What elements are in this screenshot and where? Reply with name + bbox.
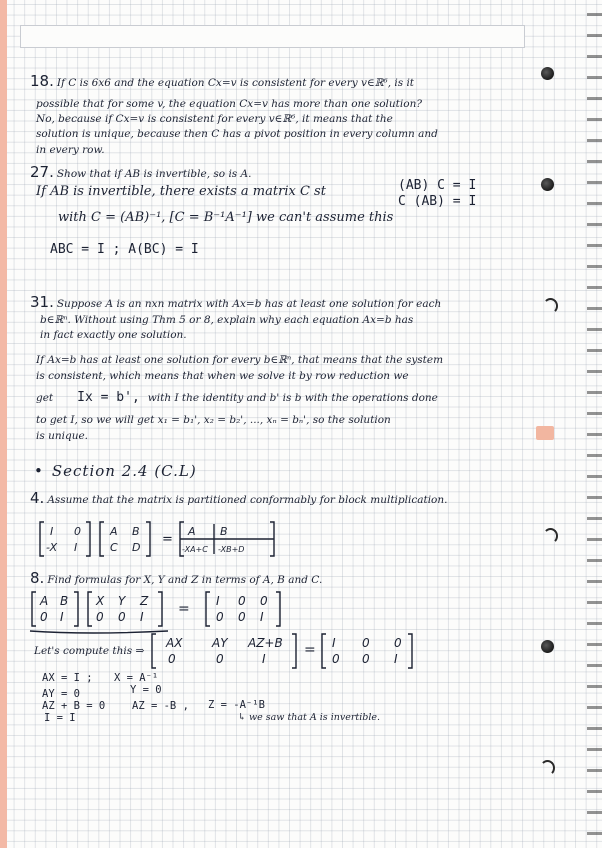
section-bullet: • — [34, 462, 44, 480]
q31-equation: Ix = b', — [77, 390, 140, 405]
q18-line3: No, because if Cx=v is consistent for every v∈ℝ⁶, it means that the — [36, 113, 393, 125]
q8-m2-entry: 0 — [118, 610, 126, 624]
q18-line5: in every row. — [36, 144, 105, 156]
q8-step4: I = I — [44, 712, 76, 724]
q8-p-entry: AX — [166, 636, 183, 650]
q4-m2-entry: B — [132, 525, 140, 538]
q8-m2-entry: Z — [140, 594, 149, 608]
q8-m4-entry: I — [332, 636, 336, 650]
q8-equals-2: = — [304, 642, 316, 658]
q8-m3-entry: I — [216, 594, 220, 608]
q8-m4-entry: 0 — [332, 652, 340, 666]
q4-m1-entry: -X — [46, 541, 58, 554]
q8-step2-a: AY = 0 — [42, 688, 80, 700]
q4-r2-entry: -XB+D — [218, 545, 245, 554]
q8-p-entry: 0 — [216, 652, 224, 666]
q8-m1-entry: B — [60, 594, 69, 608]
q31-line6 — [36, 391, 438, 405]
q8-m1-entry: 0 — [40, 610, 48, 624]
q4-text: Assume that the matrix is partitioned conformably for block multiplication. — [47, 494, 448, 506]
q8-p-entry: AZ+B — [248, 636, 283, 650]
q27-number: 27. — [30, 163, 54, 181]
q31-line5: is consistent, which means that when we solve it by row reduction we — [36, 370, 409, 382]
q8-m3-entry: I — [260, 610, 264, 624]
q8-m4-entry: I — [394, 652, 398, 666]
q8-step2-b: Y = 0 — [130, 684, 162, 696]
q4-matrix-equation — [38, 520, 298, 560]
q8-step1-a: AX = I ; — [42, 672, 93, 684]
q4-r2-entry: -XA+C — [182, 545, 208, 554]
q8-m2-entry: X — [96, 594, 105, 608]
q31-text-6b: with I the identity and b' is b with the operations done — [147, 392, 438, 404]
q4-r1-entry: A — [188, 525, 196, 538]
q8-line — [30, 571, 322, 587]
q4-number: 4. — [30, 489, 45, 507]
q31-number: 31. — [30, 293, 54, 311]
q8-m3-entry: 0 — [260, 594, 268, 608]
q4-m1-entry: 0 — [74, 525, 81, 538]
q8-m4-entry: 0 — [362, 636, 370, 650]
binder-ring-icon — [540, 760, 555, 776]
q4-m2-entry: A — [110, 525, 118, 538]
q18-text-1: If C is 6x6 and the equation Cx=v is consistent for every v∈ℝ⁶, is it — [56, 77, 415, 89]
q31-line8: is unique. — [36, 430, 89, 442]
binder-ring-icon — [543, 528, 558, 544]
q31-get: get — [36, 392, 54, 404]
header-box — [20, 25, 525, 48]
q8-m3-entry: 0 — [238, 610, 246, 624]
q8-equals: = — [178, 601, 190, 617]
q27-line3: with C = (AB)⁻¹, [C = B⁻¹A⁻¹] we can't assume this — [58, 210, 394, 225]
q8-step3-a: AZ + B = 0 — [42, 700, 106, 712]
q8-m1-entry: I — [60, 610, 64, 624]
q4-r1-entry: B — [220, 525, 228, 538]
section-heading — [34, 464, 197, 478]
q27-side-1: (AB) C = I — [398, 178, 477, 193]
q31-line3: in fact exactly one solution. — [40, 329, 187, 341]
q8-product-equation — [150, 632, 420, 672]
q8-m1-entry: A — [40, 594, 49, 608]
q8-number: 8. — [30, 569, 45, 587]
q8-text: Find formulas for X, Y and Z in terms of A, B and C. — [47, 574, 323, 586]
binder-ring-icon — [543, 298, 558, 314]
q8-m2-entry: I — [140, 610, 144, 624]
q8-m3-entry: 0 — [216, 610, 224, 624]
q4-line — [30, 491, 447, 507]
q31-line7: to get I, so we will get x₁ = b₁', x₂ = b₂', ..., xₙ = bₙ', so the solution — [36, 414, 391, 426]
q8-m4-entry: 0 — [362, 652, 370, 666]
binder-hole-icon — [541, 640, 554, 653]
binder-hole-icon — [541, 178, 554, 191]
q8-m2-entry: Y — [118, 594, 126, 608]
q4-equals: = — [162, 532, 173, 547]
q8-m2-entry: 0 — [96, 610, 104, 624]
q8-step3-c: Z = -A⁻¹B — [208, 699, 265, 711]
q18-line1 — [30, 74, 414, 90]
q31-line2: b∈ℝⁿ. Without using Thm 5 or 8, explain why each equation Ax=b has — [40, 314, 414, 326]
q4-m1-entry: I — [74, 541, 78, 554]
q8-compute-label: Let's compute this ⇒ — [34, 645, 145, 657]
q8-step3-b: AZ = -B , — [132, 700, 189, 712]
q8-step1-b: X = A⁻¹ — [114, 672, 159, 684]
q31-line4: If Ax=b has at least one solution for every b∈ℝⁿ, that means that the system — [36, 354, 444, 366]
binder-hole-icon — [541, 67, 554, 80]
q18-number: 18. — [30, 72, 54, 90]
q8-matrix-equation — [30, 590, 310, 630]
q27-line2: If AB is invertible, there exists a matrix C st — [36, 184, 326, 199]
q18-line2: possible that for some v, the equation Cx=v has more than one solution? — [36, 98, 422, 110]
q4-m2-entry: C — [110, 541, 118, 554]
q18-line4: solution is unique, because then C has a pivot position in every column and — [36, 128, 438, 140]
q8-p-entry: 0 — [168, 652, 176, 666]
q8-note: ↳ we saw that A is invertible. — [238, 712, 380, 723]
section-title: Section 2.4 (C.L) — [51, 462, 197, 480]
q4-m2-entry: D — [132, 541, 141, 554]
q27-side-2: C (AB) = I — [398, 194, 477, 209]
q31-line1 — [30, 295, 441, 311]
q27-line1 — [30, 165, 251, 181]
spiral-binding — [587, 0, 602, 848]
q8-p-entry: AY — [212, 636, 228, 650]
page-tab — [536, 426, 554, 440]
q8-m3-entry: 0 — [238, 594, 246, 608]
q8-p-entry: I — [262, 652, 266, 666]
q27-line4: ABC = I ; A(BC) = I — [50, 242, 199, 257]
page-edge — [0, 0, 7, 848]
q8-m4-entry: 0 — [394, 636, 402, 650]
q27-text-1: Show that if AB is invertible, so is A. — [56, 168, 252, 180]
q4-m1-entry: I — [50, 525, 54, 538]
q31-text-1: Suppose A is an nxn matrix with Ax=b has at least one solution for each — [56, 298, 442, 310]
